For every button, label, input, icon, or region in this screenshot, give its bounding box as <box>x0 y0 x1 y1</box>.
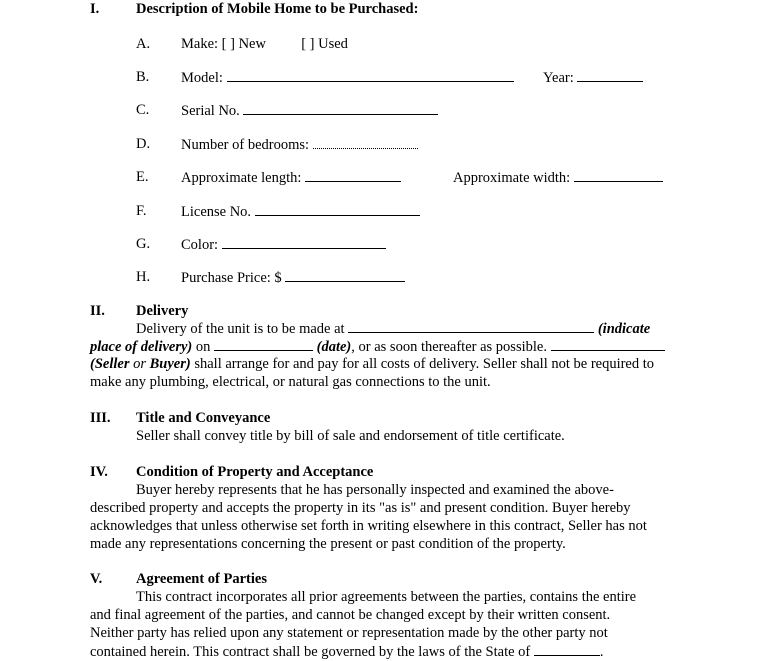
paragraph-line-last: contained herein. This contract shall be governed by the laws of the State of . <box>90 644 604 660</box>
bedrooms-input[interactable] <box>313 135 418 149</box>
paragraph-line: Buyer hereby represents that he has personally inspected and examined the above- <box>136 482 614 498</box>
width-field <box>453 168 663 187</box>
section-number: II. <box>90 303 105 319</box>
bedrooms-field <box>181 135 418 154</box>
year-input[interactable] <box>577 68 643 82</box>
item-letter: G. <box>136 236 151 252</box>
paragraph-line: and final agreement of the parties, and cannot be changed except by their written consent. <box>90 607 611 623</box>
length-input[interactable] <box>305 168 401 182</box>
license-label: License No. <box>181 204 252 220</box>
item-letter: H. <box>136 269 151 285</box>
length-label: Approximate length: <box>181 170 302 186</box>
paragraph-line: made any representations concerning the present or past condition of the property. <box>90 536 566 552</box>
used-checkbox[interactable]: [ ] Used <box>301 36 348 52</box>
section-title: Delivery <box>136 303 189 319</box>
item-letter: E. <box>136 169 149 185</box>
section-number: I. <box>90 1 100 17</box>
width-label: Approximate width: <box>453 170 571 186</box>
section-number: IV. <box>90 464 108 480</box>
paragraph-line: acknowledges that unless otherwise set forth in writing elsewhere in this contract, Seller has not <box>90 518 647 534</box>
width-input[interactable] <box>574 168 663 182</box>
delivery-date-input[interactable] <box>214 337 313 351</box>
length-field <box>181 168 401 187</box>
price-field <box>181 268 405 287</box>
item-letter: D. <box>136 136 151 152</box>
section-title: Description of Mobile Home to be Purchased: <box>136 1 419 17</box>
year-field <box>543 68 643 87</box>
section-title: Title and Conveyance <box>136 410 271 426</box>
item-letter: A. <box>136 36 151 52</box>
section-number: III. <box>90 410 111 426</box>
color-input[interactable] <box>222 235 386 249</box>
year-label: Year: <box>543 70 574 86</box>
paragraph-line: This contract incorporates all prior agreements between the parties, contains the entire <box>136 589 637 605</box>
serial-label: Serial No. <box>181 103 240 119</box>
make-label: Make: <box>181 36 219 52</box>
serial-input[interactable] <box>243 101 438 115</box>
price-label: Purchase Price: $ <box>181 270 282 286</box>
price-input[interactable] <box>285 268 405 282</box>
section-title: Condition of Property and Acceptance <box>136 464 374 480</box>
new-checkbox[interactable]: [ ] New <box>221 36 266 52</box>
section-number: V. <box>90 571 103 587</box>
delivery-party-input[interactable] <box>551 337 665 351</box>
item-letter: F. <box>136 203 147 219</box>
delivery-place-input[interactable] <box>348 319 594 333</box>
model-label: Model: <box>181 70 223 86</box>
item-letter: C. <box>136 102 150 118</box>
model-input[interactable] <box>227 68 514 82</box>
item-letter: B. <box>136 69 150 85</box>
license-field <box>181 202 420 221</box>
delivery-line-2: place of delivery) on (date), or as soon thereafter as possible. <box>90 337 665 356</box>
state-input[interactable] <box>534 642 600 656</box>
color-label: Color: <box>181 237 219 253</box>
color-field <box>181 235 386 254</box>
section-text: Seller shall convey title by bill of sale and endorsement of title certificate. <box>136 428 565 444</box>
serial-field <box>181 101 438 120</box>
delivery-line-4: make any plumbing, electrical, or natural gas connections to the unit. <box>90 374 491 390</box>
make-field <box>181 35 348 53</box>
delivery-line-1: Delivery of the unit is to be made at (indicate <box>136 321 651 337</box>
bedrooms-label: Number of bedrooms: <box>181 137 310 153</box>
paragraph-line: Neither party has relied upon any statement or representation made by the other party not <box>90 625 608 641</box>
model-field <box>181 68 514 87</box>
section-title: Agreement of Parties <box>136 571 267 587</box>
license-input[interactable] <box>255 202 420 216</box>
paragraph-line: described property and accepts the property in its "as is" and present condition. Buyer hereby <box>90 500 631 516</box>
delivery-line-3: (Seller or Buyer) shall arrange for and pay for all costs of delivery. Seller shall not be required to <box>90 356 655 372</box>
